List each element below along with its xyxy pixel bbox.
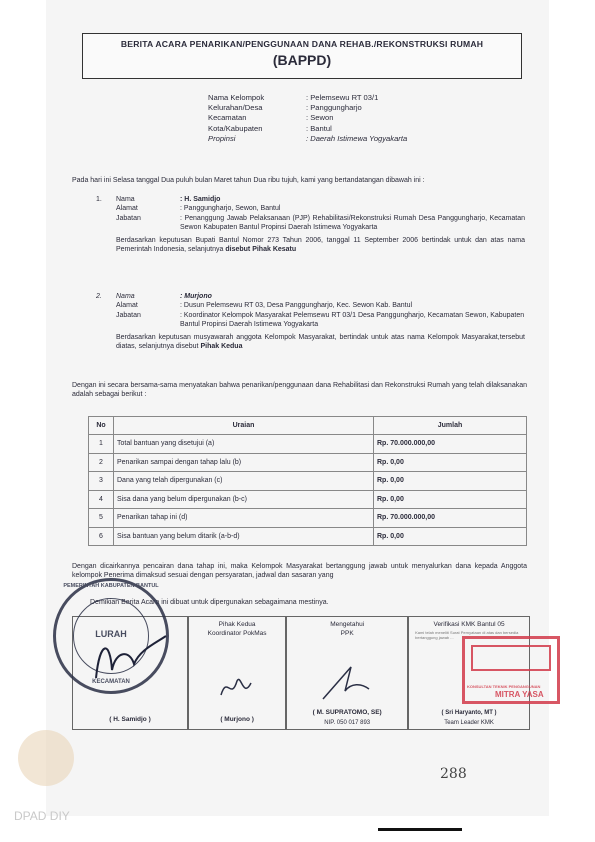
info-label: Nama Kelompok [208, 93, 265, 102]
person-basis [116, 236, 525, 255]
field-label: Nama [116, 196, 135, 203]
row-number: 2 [89, 453, 114, 472]
info-value: : Bantul [306, 123, 332, 133]
person-position: : Penanggung Jawab Pelaksanaan (PJP) Rehabilitasi/Rekonstruksi Rumah Desa Panggungharjo, Kecamatan Sewon Kabupaten Bantul Propinsi Daerah Istimewa Yogyakarta [180, 214, 525, 232]
stamp-text: LURAH [95, 629, 127, 639]
person-1 [96, 195, 525, 254]
signature-block-pihak-kedua [188, 616, 286, 730]
signature-title: Mengetahui PPK [330, 621, 365, 637]
dpad-logo-icon [18, 730, 74, 786]
verification-note: Kami telah meneliti Surat Pernyataan di atas dan bersedia bertanggung jawab ... [415, 629, 519, 640]
info-value: : Daerah Istimewa Yogyakarta [306, 133, 408, 143]
closing-statement: Demikian Berita Acara ini dibuat untuk dipergunakan sebagaimana mestinya. [90, 599, 329, 606]
info-label: Propinsi [208, 133, 236, 143]
row-number: 1 [89, 435, 114, 454]
info-label: Kelurahan/Desa [208, 103, 263, 113]
stamp-text: MITRA YASA [495, 690, 544, 699]
person-2 [96, 292, 525, 351]
document-subtitle: (BAPPD) [272, 52, 332, 68]
table-row [89, 527, 527, 546]
intro-paragraph: Pada hari ini Selasa tanggal Dua puluh bulan Maret tahun Dua ribu tujuh, kami yang bertandatangan dibawah ini : [72, 177, 425, 184]
stamp-text: PEMERINTAH KABUPATEN BANTUL [63, 583, 159, 589]
field-label: Jabatan [116, 214, 141, 222]
handwritten-signature-icon [90, 630, 170, 680]
page-number: 288 [440, 766, 467, 782]
field-label: Jabatan [116, 311, 141, 319]
row-number: 6 [89, 527, 114, 546]
document-title-box [82, 33, 522, 79]
row-number: 5 [89, 509, 114, 528]
person-number: 2. [96, 293, 102, 300]
table-row [89, 453, 527, 472]
party-role: disebut Pihak Kesatu [225, 246, 297, 254]
row-number: 4 [89, 490, 114, 509]
info-value: : Sewon [306, 113, 334, 123]
statement-paragraph: Dengan ini secara bersama-sama menyatakan bahwa penarikan/penggunaan dana Rehabilitasi dan Rekonstruksi Rumah yang telah dilaksanakan adalah sebagai berikut : [72, 382, 527, 399]
row-description: Penarikan tahap ini (d) [114, 509, 374, 528]
closing-paragraph: Dengan dicairkannya pencairan dana tahap ini, maka Kelompok Masyarakat bertanggung jawab untuk menyalurkan dana kepada Anggota kelompok Penerima dimaksud sesuai dengan persyaratan, jadwal dan sasaran yang [72, 563, 527, 580]
signature-title: Verifikasi KMK Bantul 05 [433, 621, 505, 628]
field-label: Alamat [116, 302, 138, 310]
row-number: 3 [89, 472, 114, 491]
group-info [208, 93, 407, 144]
signatory-name: ( H. Samidjo ) [109, 716, 151, 723]
handwritten-signature-icon [217, 673, 257, 703]
table-header: No [89, 417, 114, 435]
signatory-name: ( Sri Haryanto, MT ) [441, 710, 497, 716]
consultant-red-stamp [462, 636, 560, 704]
basis-text: Berdasarkan keputusan musyawarah anggota Kelompok Masyarakat, bertindak untuk atas nama Kelompok Masyarakat,tersebut diatas, selanjutnya disebut [116, 333, 525, 351]
basis-text: Berdasarkan keputusan Bupati Bantul Nomor 273 Tahun 2006, tanggal 11 September 2006 bertindak untuk dan atas nama Pemerintah Indonesia, selanjutnya [116, 236, 525, 254]
row-amount: Rp. 0,00 [374, 527, 527, 546]
signature-title: Pihak Kedua Koordinator PokMas [207, 621, 267, 637]
stamp-text: KONSULTAN TEKNIK PENGANGUNAN [467, 684, 541, 689]
person-address: : Panggungharjo, Sewon, Bantul [180, 205, 281, 213]
table-header: Uraian [114, 417, 374, 435]
row-amount: Rp. 0,00 [374, 472, 527, 491]
table-row [89, 509, 527, 528]
signatory-role: Team Leader KMK [444, 720, 494, 726]
person-name: : H. Samidjo [180, 196, 221, 203]
info-label: Kota/Kabupaten [208, 123, 263, 133]
signatory-name: ( M. SUPRATOMO, SE) [312, 709, 382, 716]
field-label: Nama [116, 293, 135, 300]
signatory-name: ( Murjono ) [220, 716, 254, 723]
person-address: : Dusun Pelemsewu RT 03, Desa Panggungharjo, Kec. Sewon Kab. Bantul [180, 302, 413, 310]
info-value: : Panggungharjo [306, 103, 362, 113]
row-amount: Rp. 0,00 [374, 453, 527, 472]
watermark-text: DPAD DIY [14, 809, 70, 823]
field-label: Alamat [116, 205, 138, 213]
row-amount: Rp. 0,00 [374, 490, 527, 509]
handwritten-signature-icon [321, 661, 371, 701]
document-title: BERITA ACARA PENARIKAN/PENGGUNAAN DANA REHAB./REKONSTRUKSI RUMAH [120, 39, 484, 49]
table-row [89, 472, 527, 491]
info-label: Kecamatan [208, 113, 247, 123]
table-row [89, 490, 527, 509]
person-number: 1. [96, 196, 102, 203]
row-description: Dana yang telah dipergunakan (c) [114, 472, 374, 491]
fund-table [88, 416, 527, 546]
row-amount: Rp. 70.000.000,00 [374, 509, 527, 528]
table-header-row [89, 417, 527, 435]
row-description: Sisa dana yang belum dipergunakan (b-c) [114, 490, 374, 509]
stamp-text: KECAMATAN [92, 679, 130, 685]
row-description: Sisa bantuan yang belum ditarik (a-b-d) [114, 527, 374, 546]
signature-block-ppk [286, 616, 408, 730]
person-position: : Koordinator Kelompok Masyarakat Pelemsewu RT 03/1 Desa Panggungharjo, Kecamatan Sewon, Kabupaten Bantul Propinsi Daerah Istimewa Yogyakarta [180, 311, 525, 329]
person-basis [116, 333, 525, 352]
person-name: : Murjono [180, 293, 212, 300]
signatory-nip: NIP. 050 017 893 [324, 720, 371, 726]
row-description: Penarikan sampai dengan tahap lalu (b) [114, 453, 374, 472]
row-description: Total bantuan yang disetujui (a) [114, 435, 374, 454]
table-row [89, 435, 527, 454]
scan-bar-divider [378, 828, 462, 831]
info-value: : Pelemsewu RT 03/1 [306, 93, 379, 102]
party-role: Pihak Kedua [200, 343, 243, 351]
row-amount: Rp. 70.000.000,00 [374, 435, 527, 454]
table-header: Jumlah [374, 417, 527, 435]
